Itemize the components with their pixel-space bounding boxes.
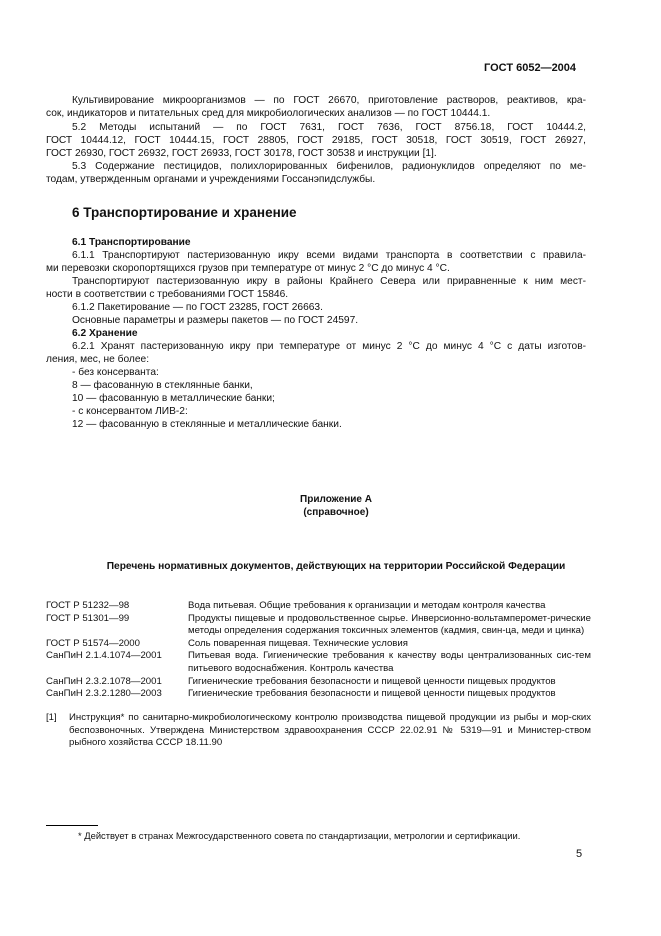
document-code: СанПиН 2.3.2.1280—2003 [46,688,162,700]
subsection-6-2 [46,327,586,431]
text-line: ГОСТ 26930, ГОСТ 26932, ГОСТ 26933, ГОСТ 30178, ГОСТ 30538 и инструкции [1]. [46,148,437,159]
document-title: Продукты пищевые и продовольственное сырье. Инверсионно-вольтамперомет-рические методы определения содержания токсичных элементов (кадмия, свин-ца, меди и цинка) [188,612,591,637]
text-line: ГОСТ 10444.12, ГОСТ 10444.15, ГОСТ 28805, ГОСТ 29185, ГОСТ 30518, ГОСТ 30519, ГОСТ 26927, [46,135,586,146]
document-title: Гигиенические требования безопасности и пищевой ценности пищевых продуктов [188,688,556,700]
table-row [46,638,591,651]
paragraph-5-2 [46,121,586,160]
text-line: сок, индикаторов и питательных сред для микробиологических анализов — по ГОСТ 10444.1. [46,108,491,119]
paragraph-5-3 [46,160,586,186]
paragraph-cultivation [46,94,586,120]
subsection-title: 6.2 Хранение [72,328,138,339]
document-code: ГОСТ Р 51301—99 [46,612,130,624]
table-row [46,600,591,613]
appendix-type: (справочное) [303,507,369,518]
page-number: 5 [576,848,583,860]
document-title: Вода питьевая. Общие требования к организации и методам контроля качества [188,600,546,611]
text-line: 6.2.1 Хранят пастеризованную икру при температуре от минус 2 °С до минус 4 °С с даты изготов- [72,341,586,352]
text-line: 6.1.1 Транспортируют пастеризованную икру всеми видами транспорта в соответствии с правила- [72,250,586,261]
subsection-title: 6.1 Транспортирование [72,237,191,248]
text-line: Основные параметры и размеры пакетов — по ГОСТ 24597. [72,315,359,326]
document-title: Гигиенические требования безопасности и пищевой ценности пищевых продуктов [188,675,556,687]
text-line: Культивирование микроорганизмов — по ГОСТ 26670, приготовление растворов, реактивов, кра- [72,95,586,106]
footnote-separator [46,825,98,826]
table-row [46,650,591,675]
appendix-label: Приложение А [300,494,372,505]
appendix-title: Перечень нормативных документов, действующих на территории Российской Федерации [106,561,566,572]
table-row [46,676,591,689]
table-row [46,613,591,638]
document-title: Питьевая вода. Гигиенические требования к качеству воды централизованных сис-тем питьевого водоснабжения. Контроль качества [188,650,591,674]
text-line: Транспортируют пастеризованную икру в районы Крайнего Севера или приравненные к ним мест- [72,276,586,287]
document-code: СанПиН 2.3.2.1078—2001 [46,675,162,687]
text-line: ления, мес, не более: [46,354,150,365]
reference-1 [46,712,591,750]
document-id-header: ГОСТ 6052—2004 [484,62,577,74]
list-item: - без консерванта: [72,367,159,378]
document-code: СанПиН 2.1.4.1074—2001 [46,650,162,662]
text-line: 5.2 Методы испытаний — по ГОСТ 7631, ГОСТ 7636, ГОСТ 8756.18, ГОСТ 10444.2, [72,122,586,133]
reference-text: Инструкция* по санитарно-микробиологическому контролю производства пищевой продукции из рыбы и мор-ских беспозвоночных. Утверждена Министерством здравоохранения СССР 22.02.91 № 5319—91 и Министер-ством рыбного хозяйства СССР 18.11.90 [69,712,591,749]
document-code: ГОСТ Р 51232—98 [46,600,130,611]
text-line: ми перевозки скоропортящихся грузов при температуре от минус 2 °С до минус 4 °С. [46,263,450,274]
text-line: ности в соответствии с требованиями ГОСТ 15846. [46,289,289,300]
text-line: 5.3 Содержание пестицидов, полихлорированных бифенилов, радионуклидов определяют по ме- [72,161,586,172]
table-row [46,688,591,701]
document-title: Соль поваренная пищевая. Технические условия [188,637,408,649]
text-line: 6.1.2 Пакетирование — по ГОСТ 23285, ГОСТ 26663. [72,302,323,313]
list-item: 12 — фасованную в стеклянные и металлические банки. [72,419,342,430]
footnote: * Действует в странах Межгосударственного совета по стандартизации, метрологии и сертификации. [78,830,521,841]
normative-documents-table [46,600,591,701]
list-item: 8 — фасованную в стеклянные банки, [72,380,253,391]
document-code: ГОСТ Р 51574—2000 [46,637,140,649]
section-6-title: 6 Транспортирование и хранение [72,205,297,220]
text-line: тодам, утвержденным органами и учреждениями Госсанэпидслужбы. [46,174,376,185]
subsection-6-1 [46,236,586,327]
list-item: 10 — фасованную в металлические банки; [72,393,275,404]
reference-number: [1] [46,712,57,723]
list-item: - с консервантом ЛИВ-2: [72,406,188,417]
